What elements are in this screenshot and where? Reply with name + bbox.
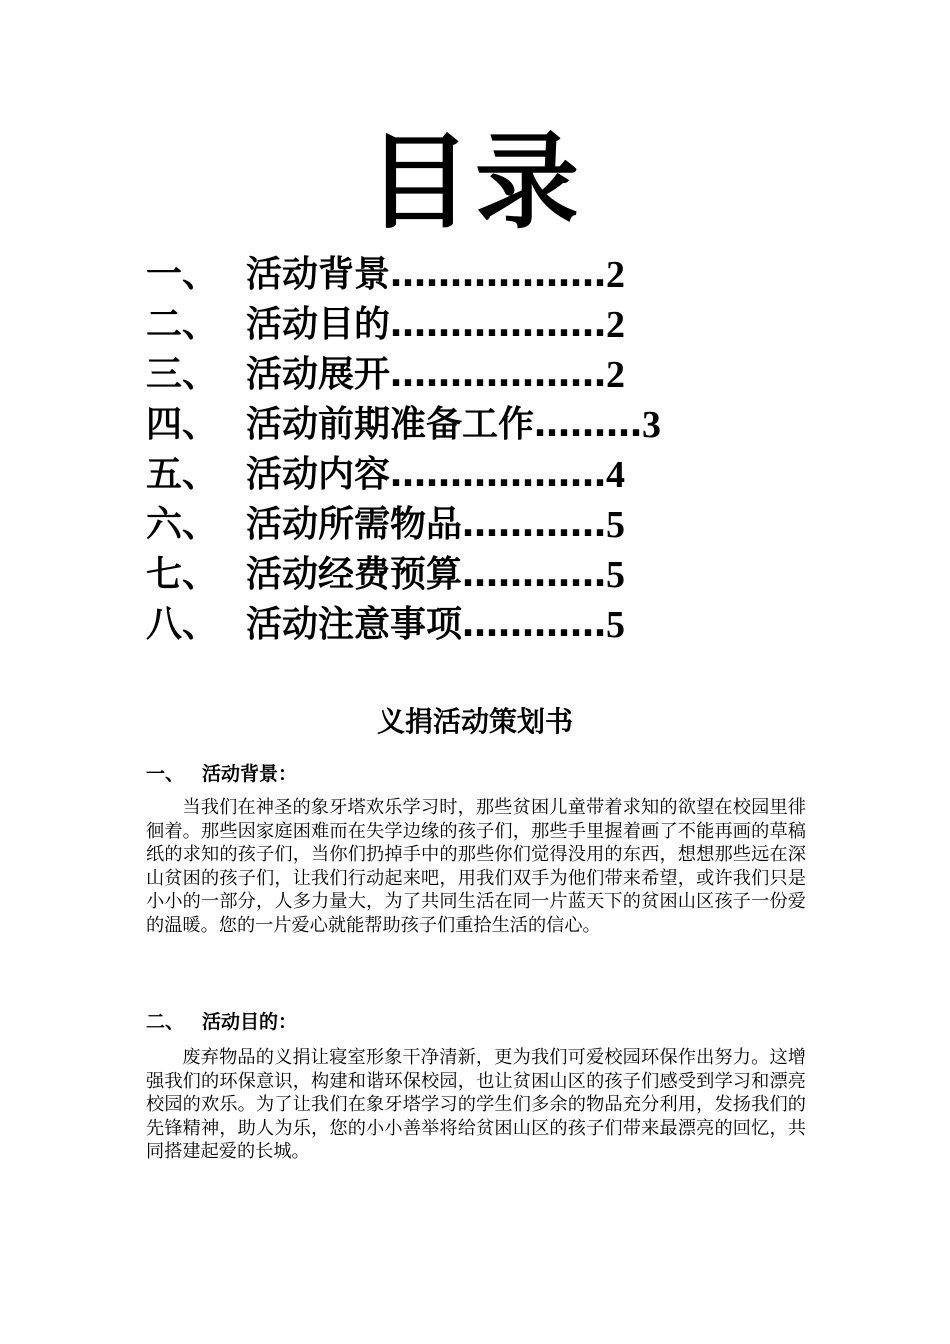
section-heading-text: 活动目的： [202,1011,298,1033]
toc-item-number: 三、 [146,354,219,395]
toc-leader-dots: ………… [462,554,607,595]
toc-leader-dots: ………… [462,504,607,545]
section-body-background: 当我们在神圣的象牙塔欢乐学习时，那些贫困儿童带着求知的欲望在校园里徘徊着。那些因家庭困难而在失学边缘的孩子们，那些手里握着画了不能再画的草稿纸的求知的孩子们，当你们扔掉手中的那些你们觉得没用的东西，想想那些远在深山贫困的孩子们，让我们行动起来吧，用我们双手为他们带来希望，或许我们只是小小的一部分，人多力量大，为了共同生活在同一片蓝天下的贫困山区孩子一份爱的温暖。您的一片爱心就能帮助孩子们重拾生活的信心。 [146,797,806,936]
toc-leader-dots: ……………… [390,454,607,495]
toc-item-number: 一、 [146,254,219,295]
toc-item[interactable] [146,250,661,300]
toc-item-number: 四、 [146,404,219,445]
toc-item-label: 活动目的 [246,304,391,345]
toc-page-number: 5 [606,554,626,596]
toc-item-number: 六、 [146,504,219,545]
toc-title: 目录 [366,120,583,243]
toc-page-number: 5 [606,504,626,546]
toc-item[interactable] [146,500,661,550]
toc-page-number: 2 [606,304,626,346]
toc-leader-dots: ……… [534,404,643,445]
toc-item[interactable] [146,600,661,650]
document-title: 义捐活动策划书 [376,705,573,738]
section-number: 一、 [146,763,185,785]
toc-item-label: 活动展开 [246,354,391,395]
toc-item-label: 活动注意事项 [246,604,463,645]
toc-page-number: 4 [606,454,626,496]
toc-item-label: 活动经费预算 [246,554,463,595]
toc-item[interactable] [146,450,661,500]
toc-item-number: 五、 [146,454,219,495]
toc-item-label: 活动内容 [246,454,391,495]
toc-item-label: 活动背景 [246,254,391,295]
section-heading-purpose [146,1008,297,1036]
toc-item-number: 七、 [146,554,219,595]
toc-item-label: 活动前期准备工作 [246,404,535,445]
toc-item[interactable] [146,300,661,350]
section-number: 二、 [146,1011,185,1033]
toc-leader-dots: ……………… [390,354,607,395]
toc-item[interactable] [146,550,661,600]
toc-page-number: 3 [642,404,662,446]
section-body-purpose: 废弃物品的义捐让寝室形象干净清新，更为我们可爱校园环保作出努力。这增强我们的环保意识，构建和谐环保校园，也让贫困山区的孩子们感受到学习和漂亮校园的欢乐。为了让我们在象牙塔学习的学生们多余的物品充分利用，发扬我们的先锋精神，助人为乐，您的小小善举将给贫困山区的孩子们带来最漂亮的回忆，共同搭建起爱的长城。 [146,1047,806,1163]
toc-item-label: 活动所需物品 [246,504,463,545]
toc-leader-dots: ………… [462,604,607,645]
toc-list [146,250,661,650]
toc-page-number: 5 [606,604,626,646]
section-heading-background [146,760,297,788]
toc-item[interactable] [146,350,661,400]
section-heading-text: 活动背景： [202,763,298,785]
toc-item-number: 二、 [146,304,219,345]
toc-item[interactable] [146,400,661,450]
toc-leader-dots: ……………… [390,304,607,345]
toc-page-number: 2 [606,354,626,396]
toc-page-number: 2 [606,254,626,296]
toc-leader-dots: ……………… [390,254,607,295]
toc-item-number: 八、 [146,604,219,645]
